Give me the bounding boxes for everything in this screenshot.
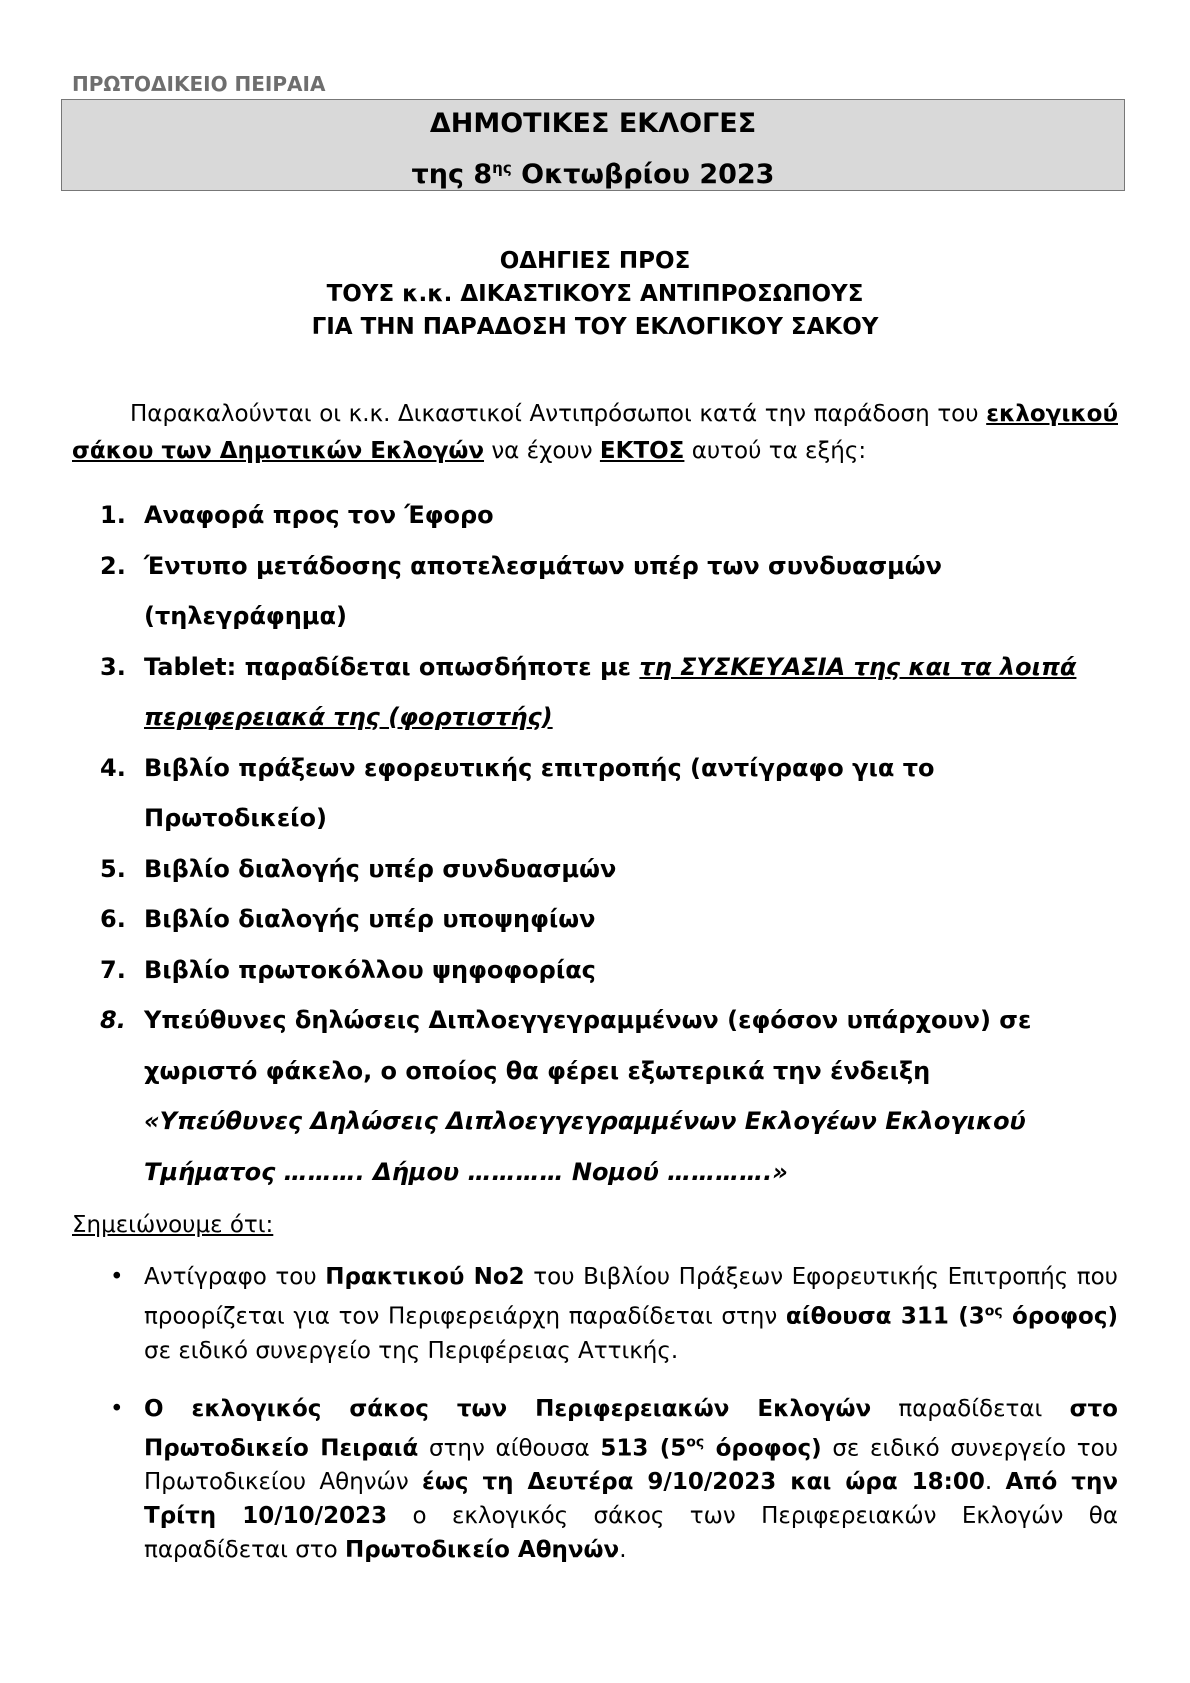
list-item: 4. Βιβλίο πράξεων εφορευτικής επιτροπής (αντίγραφο για το Πρωτοδικείο) xyxy=(100,753,935,832)
intro-paragraph: Παρακαλούνται οι κ.κ. Δικαστικοί Αντιπρόσωποι κατά την παράδοση του εκλογικού σάκου των Δημοτικών Εκλογών να έχουν ΕΚΤΟΣ αυτού τα εξής: xyxy=(72,401,1118,464)
document-title-box xyxy=(61,99,1125,191)
list-item: 5. Βιβλίο διαλογής υπέρ συνδυασμών xyxy=(100,854,617,883)
instructions-line-2: ΤΟΥΣ κ.κ. ΔΙΚΑΣΤΙΚΟΥΣ ΑΝΤΙΠΡΟΣΩΠΟΥΣ xyxy=(326,281,864,307)
list-item: 1. Αναφορά προς τον Έφορο xyxy=(100,501,494,529)
bullet-icon: • xyxy=(110,1395,124,1422)
instructions-line-1: ΟΔΗΓΙΕΣ ΠΡΟΣ xyxy=(499,248,691,274)
list-item: • Αντίγραφο του Πρακτικού Νο2 του Βιβλίου Πράξεων Εφορευτικής Επιτροπής που προορίζεται για τον Περιφερειάρχη παραδίδεται στην αίθουσα 311 ($3^{o\varsigma}$ όροφος) σε ειδικό συνεργείο της Περιφέρειας Αττικής. xyxy=(110,1260,1118,1368)
intro-emphasis-sack: εκλογικού σάκου των Δημοτικών Εκλογών xyxy=(72,401,1118,464)
list-item: • Ο εκλογικός σάκος των Περιφερειακών Εκλογών παραδίδεται στο Πρωτοδικείο Πειραιά στην αίθουσα 513 ($5^{o\varsigma}$ όροφος) σε ειδικό συνεργείο του Πρωτοδικείου Αθηνών έως τη Δευτέρα 9/10/2023 και ώρα 18:00. Από την Τρίτη 10/10/2023 ο εκλογικός σάκος των Περιφερειακών Εκλογών θα παραδίδεται στο Πρωτοδικείο Αθηνών. xyxy=(110,1392,1118,1568)
instructions-line-3: ΓΙΑ ΤΗΝ ΠΑΡΑΔΟΣΗ ΤΟΥ ΕΚΛΟΓΙΚΟΥ ΣΑΚΟΥ xyxy=(311,314,879,340)
court-name: ΠΡΩΤΟΔΙΚΕΙΟ ΠΕΙΡΑΙΑ xyxy=(72,72,326,96)
title-line-1: ΔΗΜΟΤΙΚΕΣ ΕΚΛΟΓΕΣ xyxy=(429,108,757,139)
list-item: 2. Έντυπο μετάδοσης αποτελεσμάτων υπέρ των συνδυασμών (τηλεγράφημα) xyxy=(100,551,943,630)
bullet-icon: • xyxy=(110,1264,124,1290)
instructions-heading xyxy=(0,245,1190,344)
list-item: 3. Tablet: παραδίδεται οπωσδήποτε με τη ΣΥΣΚΕΥΑΣΙΑ της και τα λοιπά περιφερειακά της (φορτιστής) xyxy=(100,652,1077,731)
notes-heading: Σημειώνουμε ότι: xyxy=(72,1212,274,1238)
list-item: 7. Βιβλίο πρωτοκόλλου ψηφοφορίας xyxy=(100,955,596,984)
required-items-list xyxy=(100,490,1120,1197)
list-item: 6. Βιβλίο διαλογής υπέρ υποψηφίων xyxy=(100,905,596,933)
notes-list xyxy=(110,1260,1118,1567)
list-item: 8. Υπεύθυνες δηλώσεις Διπλοεγγεγραμμένων (εφόσον υπάρχουν) σε χωριστό φάκελο, ο οποίος θα φέρει εξωτερικά την ένδειξη «Υπεύθυνες Δηλώσεις Διπλοεγγεγραμμένων Εκλογέων Εκλογικού Τμήματος ………. Δήμου ………… Νομού ………….» xyxy=(100,1006,1032,1186)
title-line-2: της $8^{\eta\varsigma}$ Οκτωβρίου 2023 xyxy=(411,159,775,190)
intro-emphasis-except: ΕΚΤΟΣ xyxy=(599,438,685,464)
